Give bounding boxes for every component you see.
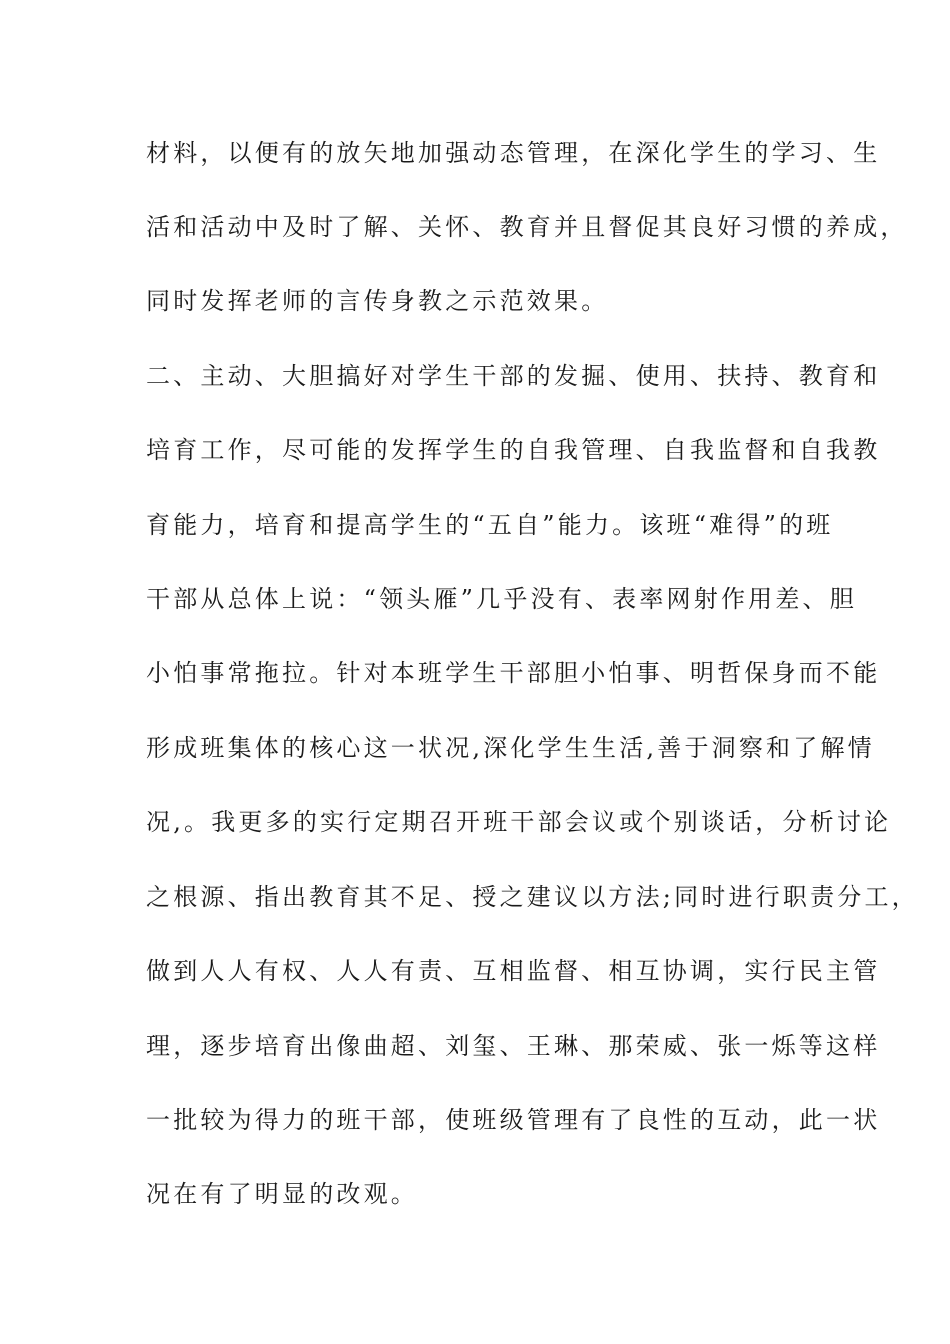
text-line: 况在有了明显的改观。	[146, 1180, 418, 1208]
text-line: 做到人人有权、人人有责、互相监督、相互协调，实行民主管	[146, 957, 881, 985]
text-line: 活和活动中及时了解、关怀、教育并且督促其良好习惯的养成，	[146, 213, 908, 241]
text-line: 一批较为得力的班干部，使班级管理有了良性的互动，此一状	[146, 1106, 881, 1134]
text-line: 况,。我更多的实行定期召开班干部会议或个别谈话，分析讨论	[146, 808, 892, 836]
text-line: 之根源、指出教育其不足、授之建议以方法;同时进行职责分工，	[146, 883, 919, 911]
text-line: 理，逐步培育出像曲超、刘玺、王琳、那荣威、张一烁等这样	[146, 1032, 881, 1060]
text-line: 形成班集体的核心这一状况,深化学生生活,善于洞察和了解情	[146, 734, 875, 762]
text-line: 育能力，培育和提高学生的“五自”能力。该班“难得”的班	[146, 511, 834, 539]
text-line: 材料，以便有的放矢地加强动态管理，在深化学生的学习、生	[146, 139, 881, 167]
text-line: 干部从总体上说：“领头雁”几乎没有、表率网射作用差、胆	[146, 585, 857, 613]
text-line: 二、主动、大胆搞好对学生干部的发掘、使用、扶持、教育和	[146, 362, 881, 390]
text-line: 小怕事常拖拉。针对本班学生干部胆小怕事、明哲保身而不能	[146, 659, 881, 687]
text-line: 培育工作，尽可能的发挥学生的自我管理、自我监督和自我教	[146, 436, 881, 464]
text-line: 同时发挥老师的言传身教之示范效果。	[146, 287, 609, 315]
